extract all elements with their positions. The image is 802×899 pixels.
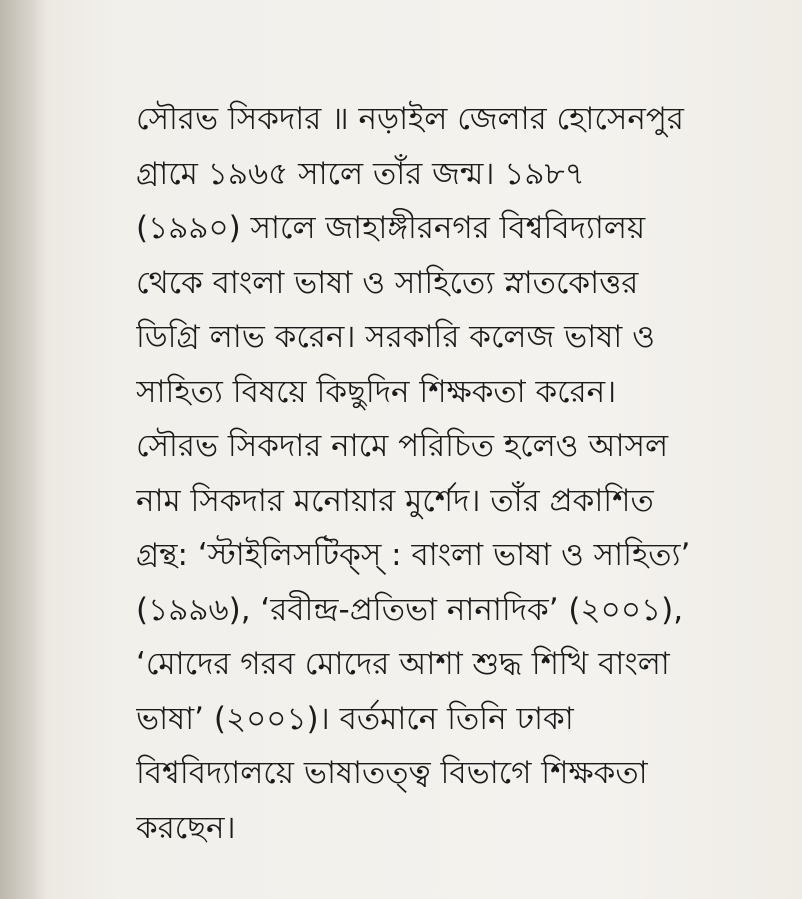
text-line: (১৯৯৬), ‘রবীন্দ্র-প্রতিভা নানাদিক’ (২০০১), <box>136 591 684 628</box>
text-line: গ্রামে ১৯৬৫ সালে তাঁর জন্ম। ১৯৮৭ <box>136 155 585 192</box>
text-line: ডিগ্রি লাভ করেন। সরকারি কলেজ ভাষা ও <box>136 319 655 355</box>
text-line: বিশ্ববিদ্যালয়ে ভাষাতত্ত্ব বিভাগে শিক্ষকতা <box>136 755 648 791</box>
text-line: থেকে বাংলা ভাষা ও সাহিত্যে স্নাতকোত্তর <box>136 264 639 301</box>
biography-paragraph <box>136 92 756 855</box>
page-edge-shadow <box>0 0 36 899</box>
text-line: গ্রন্থ: ‘স্টাইলিসটিক্স্ : বাংলা ভাষা ও সাহিত্য’ <box>136 537 691 573</box>
text-line: নাম সিকদার মনোয়ার মুর্শেদ। তাঁর প্রকাশিত <box>136 482 654 519</box>
text-line: করছেন। <box>136 809 236 846</box>
text-line: ‘মোদের গরব মোদের আশা শুদ্ধ শিখি বাংলা <box>136 646 670 682</box>
text-line: সাহিত্য বিষয়ে কিছুদিন শিক্ষকতা করেন। <box>136 373 617 410</box>
text-line: ভাষা’ (২০০১)। বর্তমানে তিনি ঢাকা <box>136 700 574 737</box>
text-line: সৌরভ সিকদার ॥ নড়াইল জেলার হোসেনপুর <box>136 101 684 137</box>
text-line: সৌরভ সিকদার নামে পরিচিত হলেও আসল <box>136 428 669 464</box>
text-line: (১৯৯০) সালে জাহাঙ্গীরনগর বিশ্ববিদ্যালয় <box>136 210 646 246</box>
